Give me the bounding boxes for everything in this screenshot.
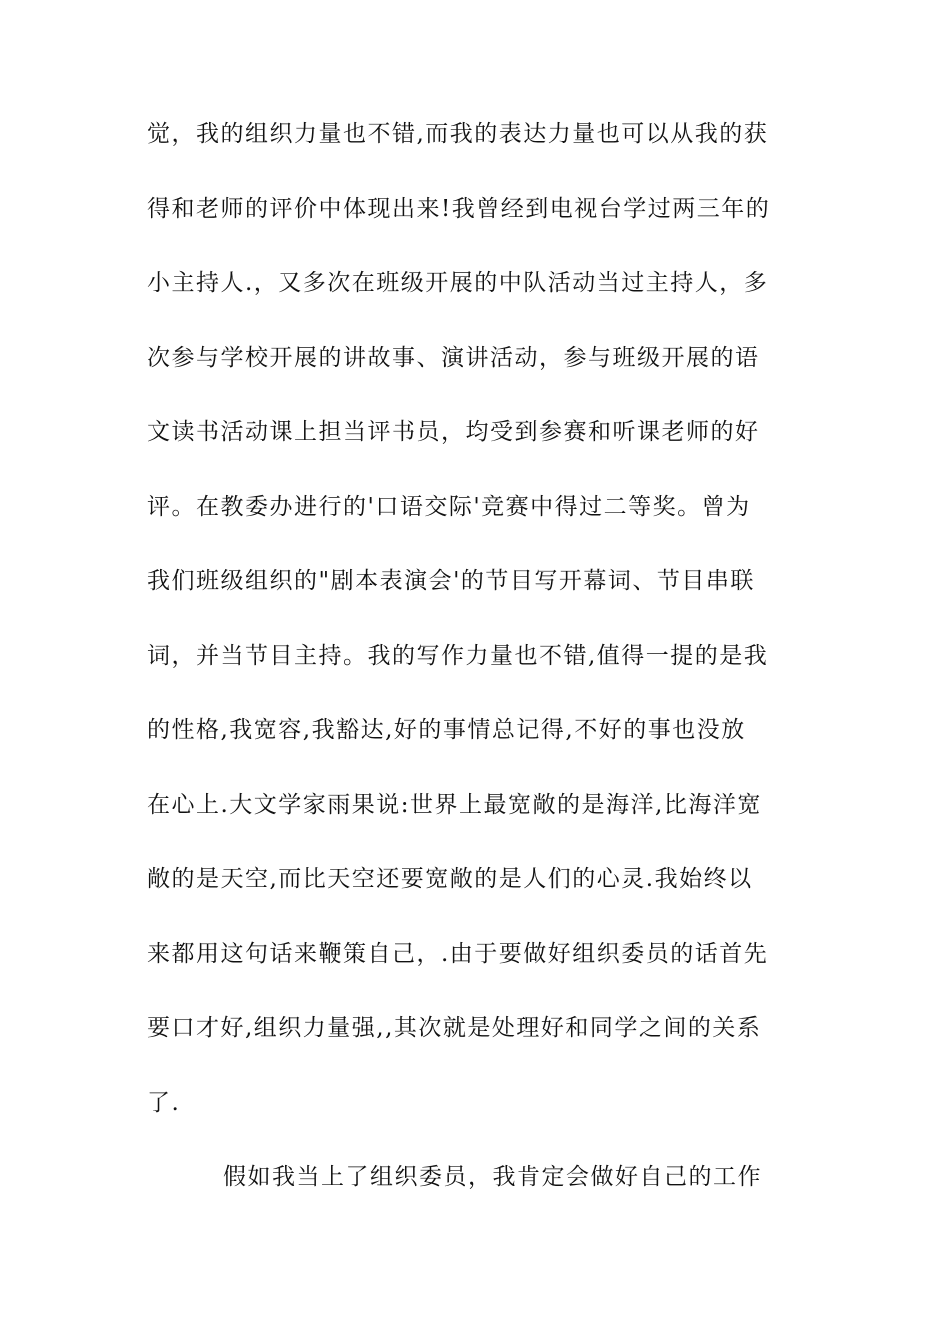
paragraph-start-line: 假如我当上了组织委员，我肯定会做好自己的工作 <box>223 1164 762 1190</box>
text-line: 次参与学校开展的讲故事、演讲活动，参与班级开展的语 <box>147 344 760 371</box>
body-text <box>147 110 807 1228</box>
text-line: 的性格,我宽容,我豁达,好的事情总记得,不好的事也没放 <box>147 717 746 743</box>
text-line: 文读书活动课上担当评书员，均受到参赛和听课老师的好 <box>147 419 760 445</box>
text-line: 在心上.大文学家雨果说:世界上最宽敞的是海洋,比海洋宽 <box>147 791 762 818</box>
text-line: 要口才好,组织力量强,,其次就是处理好和同学之间的关系 <box>147 1015 762 1041</box>
text-line: 敞的是天空,而比天空还要宽敞的是人们的心灵.我始终以 <box>147 866 753 892</box>
text-line: 来都用这句话来鞭策自己，.由于要做好组织委员的话首先 <box>147 940 769 967</box>
text-line: 得和老师的评价中体现出来!我曾经到电视台学过两三年的 <box>147 195 771 222</box>
text-line: 了. <box>147 1089 181 1116</box>
text-line: 觉，我的组织力量也不错,而我的表达力量也可以从我的获 <box>147 121 769 147</box>
text-line: 词，并当节目主持。我的写作力量也不错,值得一提的是我 <box>147 642 769 669</box>
text-line: 评。在教委办进行的'口语交际'竞赛中得过二等奖。曾为 <box>147 493 751 520</box>
text-line: 小主持人.，又多次在班级开展的中队活动当过主持人，多 <box>147 270 769 296</box>
text-line: 我们班级组织的"剧本表演会'的节目写开幕词、节目串联 <box>147 568 755 594</box>
